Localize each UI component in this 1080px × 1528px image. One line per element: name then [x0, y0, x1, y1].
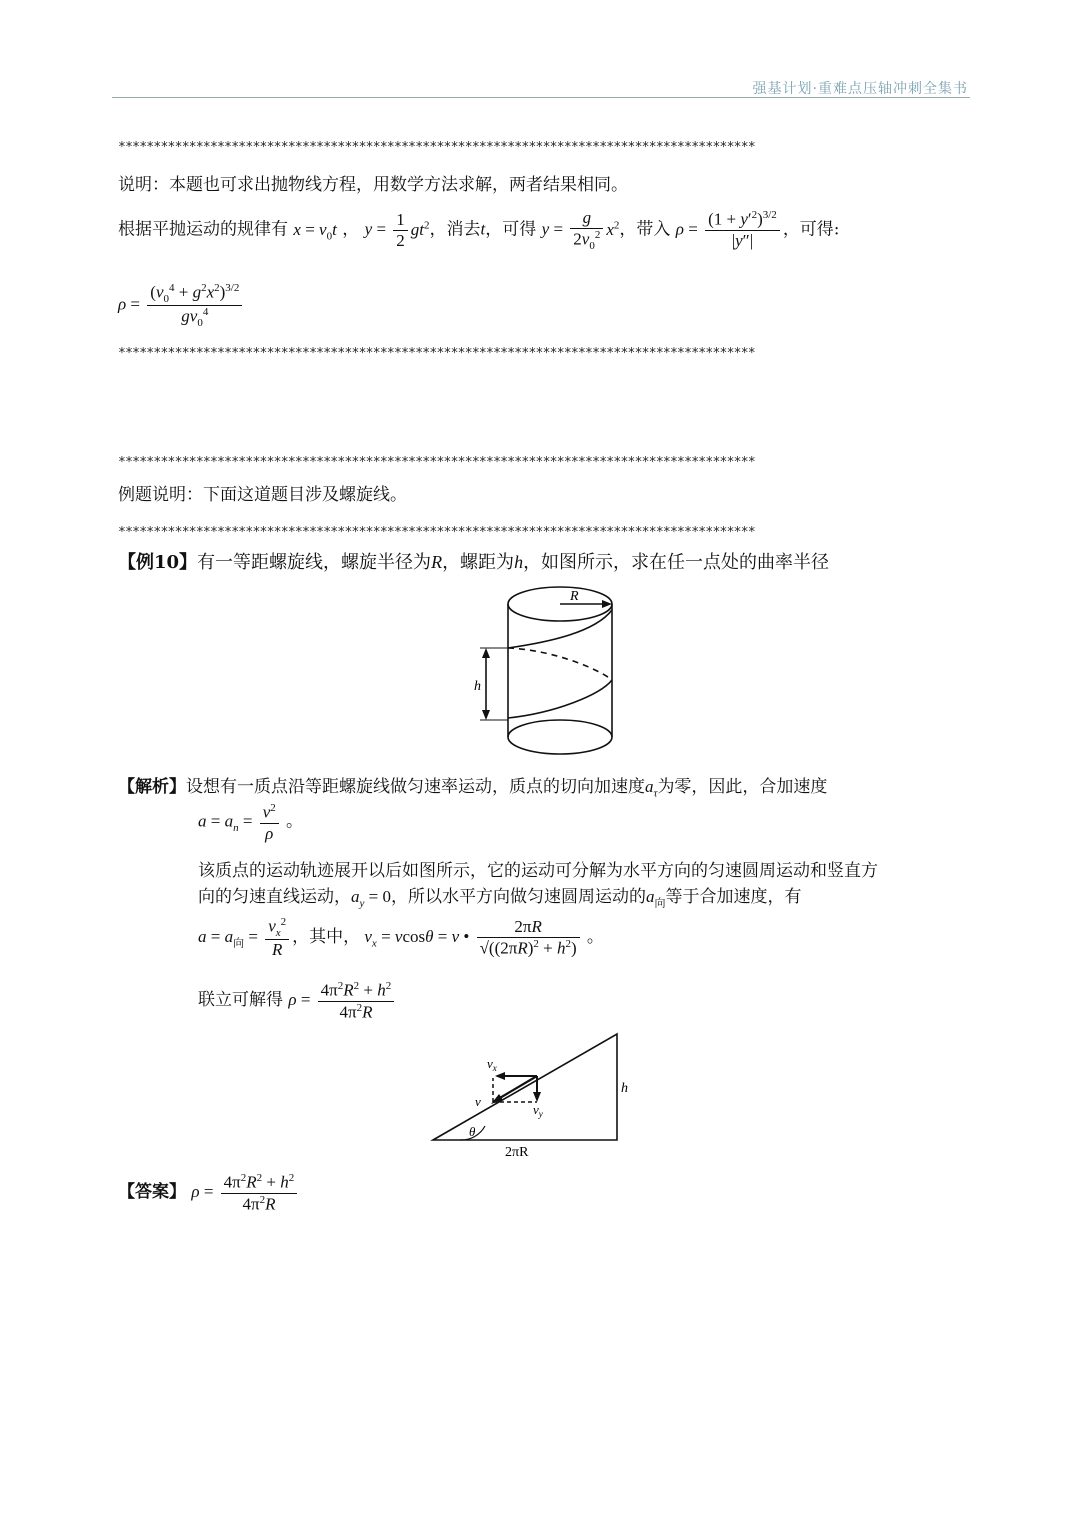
- cylinder-bottom-ellipse: [508, 720, 612, 754]
- note-text-d: ，带入: [619, 219, 671, 240]
- analysis-tag: 【解析】: [118, 777, 186, 797]
- star-divider: ******************************************************************************************: [118, 525, 755, 540]
- note-text-e: ，可得:: [782, 219, 840, 240]
- example-text-c: ，如图所示，求在任一点处的曲率半径: [523, 552, 830, 573]
- triangle: [433, 1034, 617, 1140]
- h-arrow-down: [482, 710, 490, 720]
- star-divider: ******************************************************************************************: [118, 140, 755, 155]
- helix-cylinder-figure: [460, 580, 640, 770]
- header-rule: [112, 97, 970, 98]
- note-text: 说明：本题也可求出抛物线方程，用数学方法求解，两者结果相同。: [118, 175, 628, 195]
- subscript-xiang: 向: [654, 897, 666, 910]
- example-tag: 【例10】: [118, 552, 198, 573]
- header-title: 强基计划·重难点压轴冲刺全集书: [752, 81, 968, 97]
- analysis-text: 等于合加速度，有: [665, 887, 802, 907]
- helix-back-dashed: [508, 648, 612, 680]
- note-equation-line: 根据平抛运动的规律有 $x = v_0t$ ， y = $\frac{1}{2}$ $gt^2$，消去t，可得 y = $\frac{g}{2v_0^2}$ $x^2$，带入 ρ = $\frac{(1 + y'^2)^{3/2}}{|y''|}$ ，可得:: [118, 208, 840, 253]
- example-text-b: ，螺距为: [442, 552, 515, 573]
- label-v: v: [475, 1094, 481, 1109]
- analysis-text: 设想有一质点沿等距螺旋线做匀速率运动，质点的切向加速度: [186, 777, 645, 797]
- helix-front-lower: [508, 680, 612, 718]
- answer-tag: 【答案】: [118, 1182, 186, 1203]
- example-text-a: 有一等距螺旋线，螺旋半径为: [197, 552, 432, 573]
- note-text-a: 根据平抛运动的规律有: [118, 219, 288, 240]
- analysis-text: 为零，因此，合加速度: [657, 777, 828, 797]
- analysis-line4: 向的匀速直线运动，$a_y = 0$，所以水平方向做匀速圆周运动的$a_向$等于合加速度，有: [198, 887, 802, 910]
- analysis-line1: 【解析】设想有一质点沿等距螺旋线做匀速率运动，质点的切向加速度$a_\tau$为零，因此，合加速度: [118, 777, 828, 800]
- answer-line: 【答案】 ρ = $\frac{4\pi^2R^2 + h^2}{4\pi^2R}$: [118, 1172, 300, 1214]
- label-vy: $v_y$: [533, 1102, 543, 1119]
- h-arrow-up: [482, 648, 490, 658]
- vy-arrow-head: [533, 1092, 541, 1102]
- analysis-text: ，所以水平方向做匀速圆周运动的: [390, 887, 646, 907]
- label-vx: $v_x$: [487, 1056, 497, 1073]
- analysis-line3: 该质点的运动轨迹展开以后如图所示，它的运动可分解为水平方向的匀速圆周运动和竖直方: [198, 861, 878, 881]
- label-R: R: [570, 589, 579, 604]
- example-statement: 【例10】有一等距螺旋线，螺旋半径为R，螺距为h，如图所示，求在任一点处的曲率半径: [118, 552, 830, 573]
- formula-centripetal: $a = a_向$ = $\frac{v_x^2}{R}$ ，其中， $v_x = vcos\theta = v$ • $\frac{2\pi R}{√((2\pi R)^2 + h^2)}$ 。: [198, 916, 604, 960]
- analysis-text: 联立可解得: [198, 990, 283, 1011]
- unrolled-triangle-figure: [425, 1030, 645, 1160]
- label-theta: θ: [469, 1124, 476, 1139]
- star-divider: ******************************************************************************************: [118, 346, 755, 361]
- analysis-line6: 联立可解得 ρ = $\frac{4\pi^2R^2 + h^2}{4\pi^2R}$: [198, 980, 397, 1022]
- note-text-b: ，消去: [429, 219, 481, 240]
- vx-arrow-head: [495, 1072, 505, 1080]
- label-h2: h: [621, 1081, 628, 1096]
- analysis-text: 向的匀速直线运动，: [198, 887, 351, 907]
- formula-a-an: $a = a_n$ = $\frac{v^2}{\rho}$ 。: [198, 802, 303, 843]
- analysis-text: ，其中，: [292, 926, 361, 947]
- rho-formula-1: ρ = $\frac{(v_0^4 + g^2x^2)^{3/2}}{gv_0^4}$: [118, 282, 245, 329]
- subscript-xiang: 向: [233, 937, 245, 950]
- star-divider: ******************************************************************************************: [118, 455, 755, 470]
- example-note: 例题说明：下面这道题目涉及螺旋线。: [118, 485, 407, 505]
- label-h: h: [474, 679, 481, 694]
- label-base: 2πR: [505, 1145, 529, 1160]
- note-text-c: ，可得: [485, 219, 537, 240]
